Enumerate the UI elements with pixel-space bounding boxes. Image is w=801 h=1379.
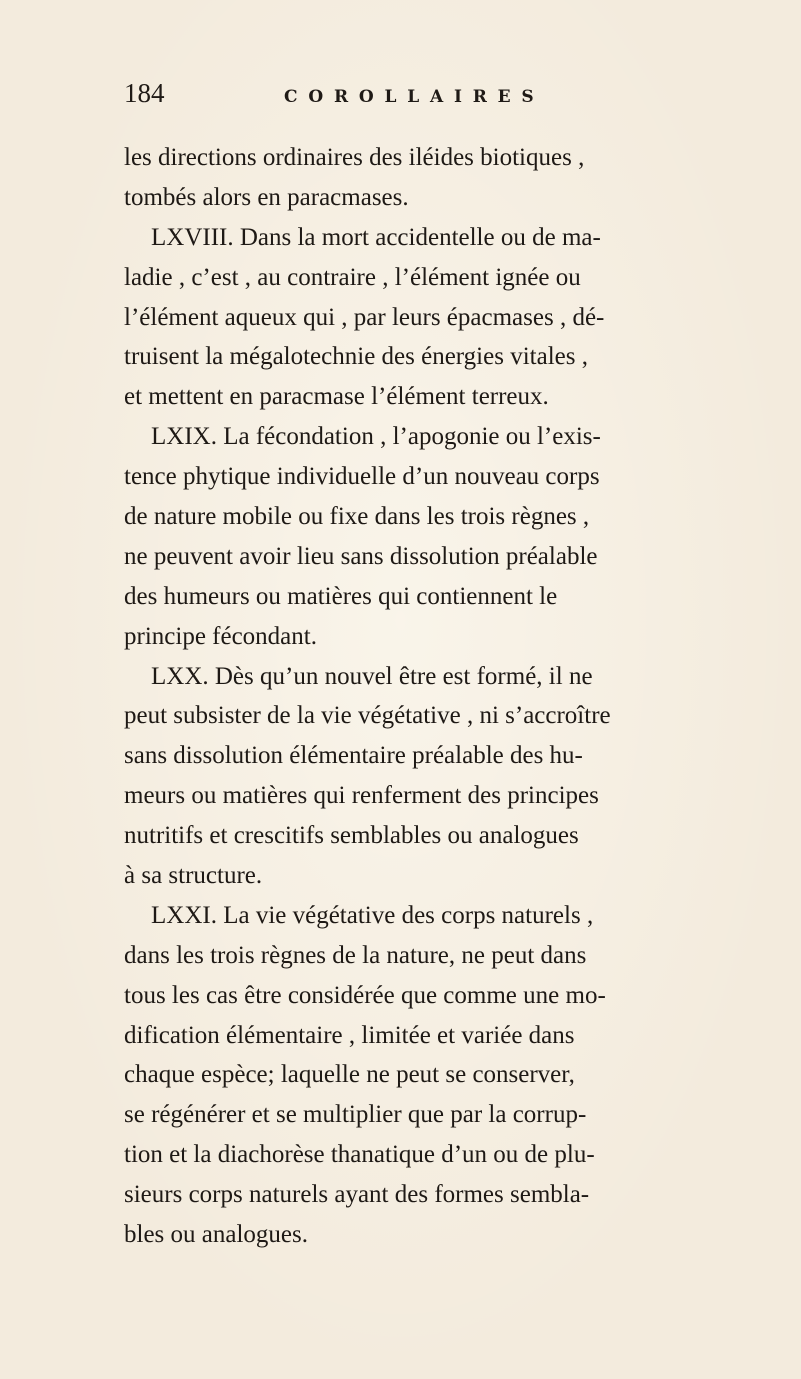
text-line: les directions ordinaires des iléides biotiques , [124, 144, 585, 171]
section-lxix-start: LXIX. La fécondation , l’apogonie ou l’exis- [151, 423, 601, 451]
text-line: ne peuvent avoir lieu sans dissolution préalable [124, 542, 598, 570]
text-line: dans les trois règnes de la nature, ne peut dans [124, 941, 587, 969]
text-line: tion et la diachorèse thanatique d’un ou de plu- [124, 1141, 595, 1169]
text-line: nutritifs et crescitifs semblables ou analogues [124, 822, 579, 850]
page-header [124, 78, 677, 126]
text-line: sieurs corps naturels ayant des formes sembla- [124, 1181, 590, 1209]
section-lxxi-start: LXXI. La vie végétative des corps naturels , [151, 901, 594, 929]
text-line: chaque espèce; laquelle ne peut se conserver, [124, 1061, 575, 1089]
text-line: bles ou analogues. [124, 1221, 308, 1249]
section-lxx-start: LXX. Dès qu’un nouvel être est formé, il ne [151, 662, 593, 690]
text-line: dification élémentaire , limitée et variée dans [124, 1021, 575, 1049]
text-line: de nature mobile ou fixe dans les trois règnes , [124, 503, 590, 531]
text-line: sans dissolution élémentaire préalable des hu- [124, 742, 583, 770]
text-line: à sa structure. [124, 862, 263, 890]
text-line: tombés alors en paracmases. [124, 183, 409, 211]
text-line: tence phytique individuelle d’un nouveau corps [124, 463, 600, 491]
text-line: ladie , c’est , au contraire , l’élément ignée ou [124, 263, 581, 291]
text-line: des humeurs ou matières qui contiennent le [124, 582, 558, 610]
text-line: tous les cas être considérée que comme une mo- [124, 981, 606, 1009]
text-line: meurs ou matières qui renferment des principes [124, 782, 599, 810]
text-line: truisent la mégalotechnie des énergies vitales , [124, 343, 588, 371]
text-line: se régénérer et se multiplier que par la corrup- [124, 1101, 587, 1129]
text-line: l’élément aqueux qui , par leurs épacmases , dé- [124, 303, 605, 331]
section-lxviii-start: LXVIII. Dans la mort accidentelle ou de ma- [151, 223, 601, 251]
running-title: COROLLAIRES [284, 87, 545, 107]
body-text [124, 138, 679, 1255]
text-line: et mettent en paracmase l’élément terreux. [124, 383, 549, 411]
text-line: peut subsister de la vie végétative , ni s’accroître [124, 702, 611, 730]
page-number: 184 [124, 78, 165, 108]
text-line: principe fécondant. [124, 622, 317, 650]
